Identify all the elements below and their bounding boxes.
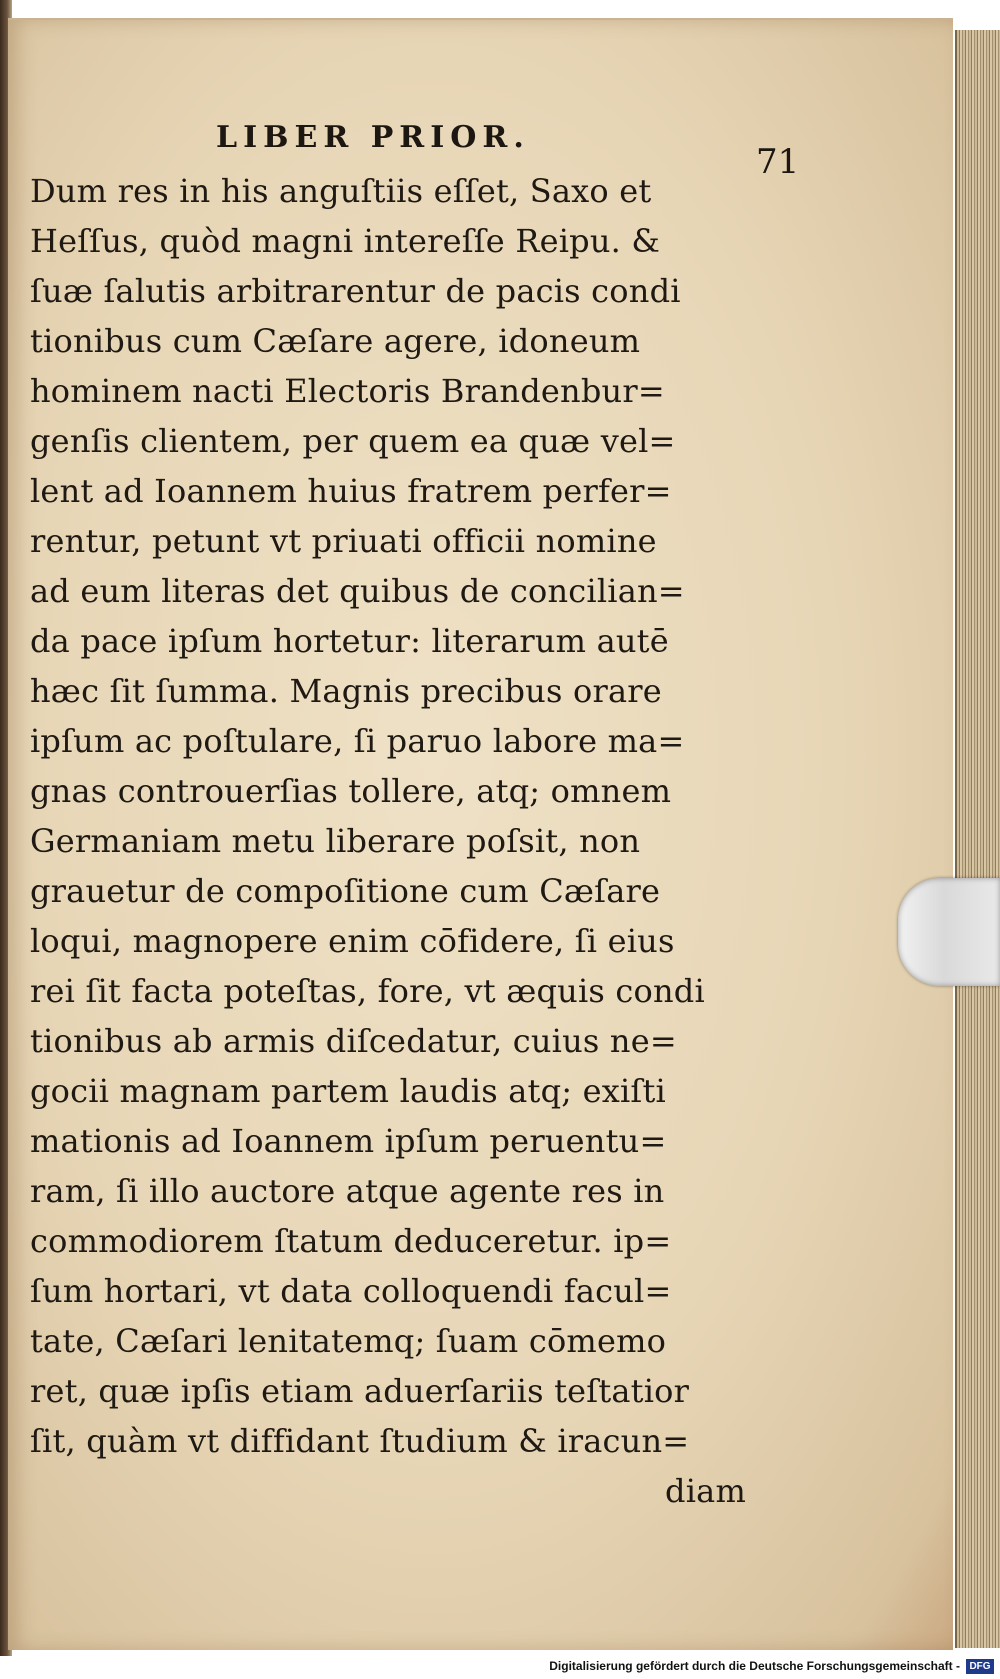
text-line: rei ſit facta poteſtas, fore, vt æquis condi	[30, 972, 705, 1010]
text-line: gnas controuerſias tollere, atq; omnem	[30, 772, 672, 810]
catchword: diam	[665, 1472, 746, 1510]
text-line: ipſum ac poſtulare, ſi paruo labore ma=	[30, 722, 685, 760]
page-header	[0, 104, 1000, 182]
text-line: Heſſus, quòd magni intereſſe Reipu. &	[30, 222, 661, 260]
text-line: commodiorem ſtatum deduceretur. ip=	[30, 1222, 672, 1260]
text-line: ſuæ ſalutis arbitrarentur de pacis condi	[30, 272, 681, 310]
text-line: tionibus ab armis diſcedatur, cuius ne=	[30, 1022, 677, 1060]
text-line: tionibus cum Cæſare agere, idoneum	[30, 322, 641, 360]
text-line: ret, quæ ipſis etiam aduerſariis teſtatior	[30, 1372, 690, 1410]
text-line: loqui, magnopere enim cōfidere, ſi eius	[30, 922, 675, 960]
text-line: rentur, petunt vt priuati officii nomine	[30, 522, 657, 560]
text-line: genſis clientem, per quem ea quæ vel=	[30, 422, 676, 460]
text-line: Dum res in his anguſtiis eſſet, Saxo et	[30, 172, 652, 210]
footer-credit: Digitalisierung gefördert durch die Deutsche Forschungsgemeinschaft -	[549, 1659, 960, 1673]
dfg-logo: DFG	[966, 1659, 994, 1674]
text-line: tate, Cæſari lenitatemq; ſuam cōmemo	[30, 1322, 667, 1360]
fore-edge-pages	[955, 30, 1000, 1648]
text-block	[30, 166, 752, 1510]
text-line: ſum hortari, vt data colloquendi facul=	[30, 1272, 672, 1310]
text-line: lent ad Ioannem huius fratrem perfer=	[30, 472, 672, 510]
page-number: 71	[756, 142, 800, 182]
digitization-footer	[0, 1656, 1000, 1679]
running-head: LIBER PRIOR.	[216, 120, 530, 155]
text-line: mationis ad Ioannem ipſum peruentu=	[30, 1122, 667, 1160]
text-line: hæc ſit ſumma. Magnis precibus orare	[30, 672, 662, 710]
book-clasp	[898, 878, 1000, 986]
text-line: ad eum literas det quibus de concilian=	[30, 572, 685, 610]
text-line: hominem nacti Electoris Brandenbur=	[30, 372, 665, 410]
text-line: Germaniam metu liberare poſsit, non	[30, 822, 641, 860]
text-line: ſit, quàm vt diffidant ſtudium & iracun=	[30, 1422, 690, 1460]
text-line: ram, ſi illo auctore atque agente res in	[30, 1172, 665, 1210]
text-line: grauetur de compoſitione cum Cæſare	[30, 872, 661, 910]
text-line: da pace ipſum hortetur: literarum autē	[30, 622, 669, 660]
text-line: gocii magnam partem laudis atq; exiſti	[30, 1072, 666, 1110]
